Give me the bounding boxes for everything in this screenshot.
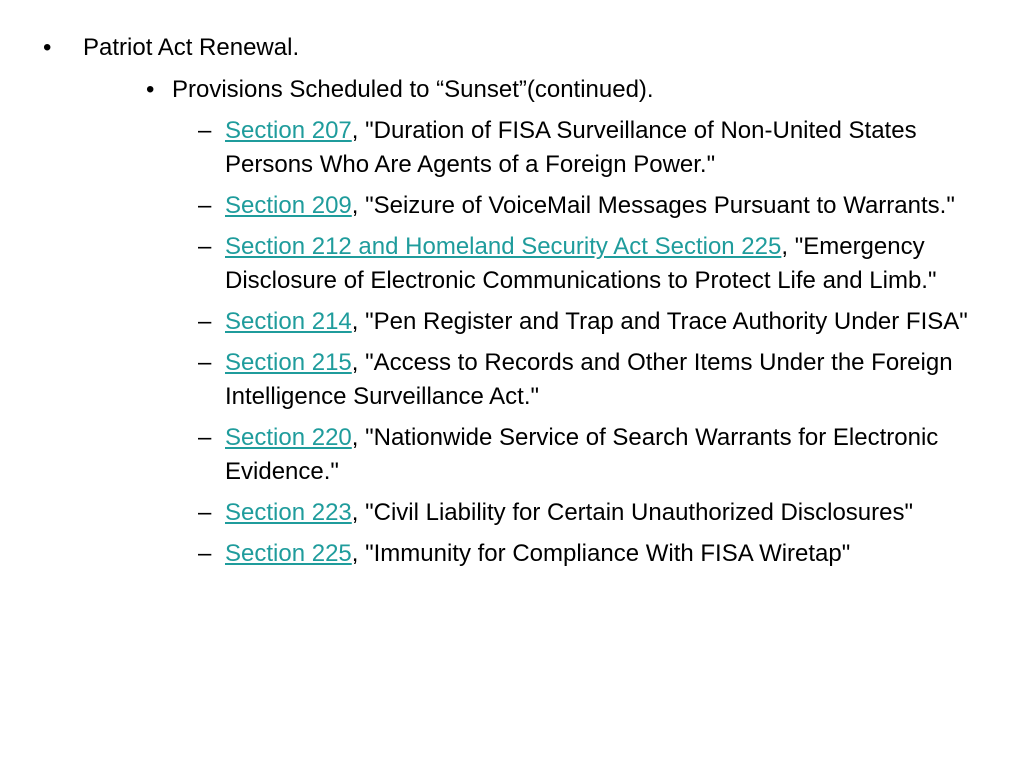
dash-marker: – — [198, 540, 212, 567]
section-description: , "Emergency Disclosure of Electronic Communications to Protect Life and Limb." — [225, 233, 937, 294]
list-item-section-225 — [198, 537, 998, 571]
section-215-link[interactable]: Section 215 — [225, 349, 352, 376]
dash-marker: – — [198, 117, 212, 144]
section-223-link[interactable]: Section 223 — [225, 499, 352, 526]
bullet-text: Patriot Act Renewal. — [83, 34, 300, 61]
section-209-link[interactable]: Section 209 — [225, 192, 352, 219]
section-description: , "Pen Register and Trap and Trace Authority Under FISA" — [351, 308, 968, 335]
bullet-level-2 — [146, 72, 654, 108]
section-description: , "Duration of FISA Surveillance of Non-United States Persons Who Are Agents of a Foreign Power." — [225, 117, 917, 178]
list-item-section-214 — [198, 305, 998, 339]
section-description: , "Access to Records and Other Items Under the Foreign Intelligence Surveillance Act." — [225, 349, 953, 410]
section-212-link[interactable]: Section 212 and Homeland Security Act Section 225 — [225, 233, 782, 260]
section-207-link[interactable]: Section 207 — [225, 117, 352, 144]
list-item-section-212 — [198, 230, 998, 298]
bullet-marker: • — [146, 76, 155, 103]
section-description: , "Nationwide Service of Search Warrants for Electronic Evidence." — [225, 424, 939, 485]
dash-marker: – — [198, 233, 212, 260]
dash-marker: – — [198, 499, 212, 526]
section-220-link[interactable]: Section 220 — [225, 424, 352, 451]
section-225-link[interactable]: Section 225 — [225, 540, 352, 567]
list-item-section-215 — [198, 346, 998, 414]
section-list — [198, 114, 998, 578]
bullet-marker: • — [43, 34, 52, 61]
bullet-text: Provisions Scheduled to “Sunset”(continued). — [172, 76, 654, 103]
section-description: , "Seizure of VoiceMail Messages Pursuant to Warrants." — [351, 192, 955, 219]
dash-marker: – — [198, 349, 212, 376]
dash-marker: – — [198, 424, 212, 451]
section-214-link[interactable]: Section 214 — [225, 308, 352, 335]
list-item-section-207 — [198, 114, 998, 182]
dash-marker: – — [198, 192, 212, 219]
section-description: , "Immunity for Compliance With FISA Wiretap" — [351, 540, 851, 567]
list-item-section-223 — [198, 496, 998, 530]
section-description: , "Civil Liability for Certain Unauthorized Disclosures" — [351, 499, 914, 526]
dash-marker: – — [198, 308, 212, 335]
bullet-level-1 — [43, 30, 299, 66]
list-item-section-220 — [198, 421, 998, 489]
list-item-section-209 — [198, 189, 998, 223]
